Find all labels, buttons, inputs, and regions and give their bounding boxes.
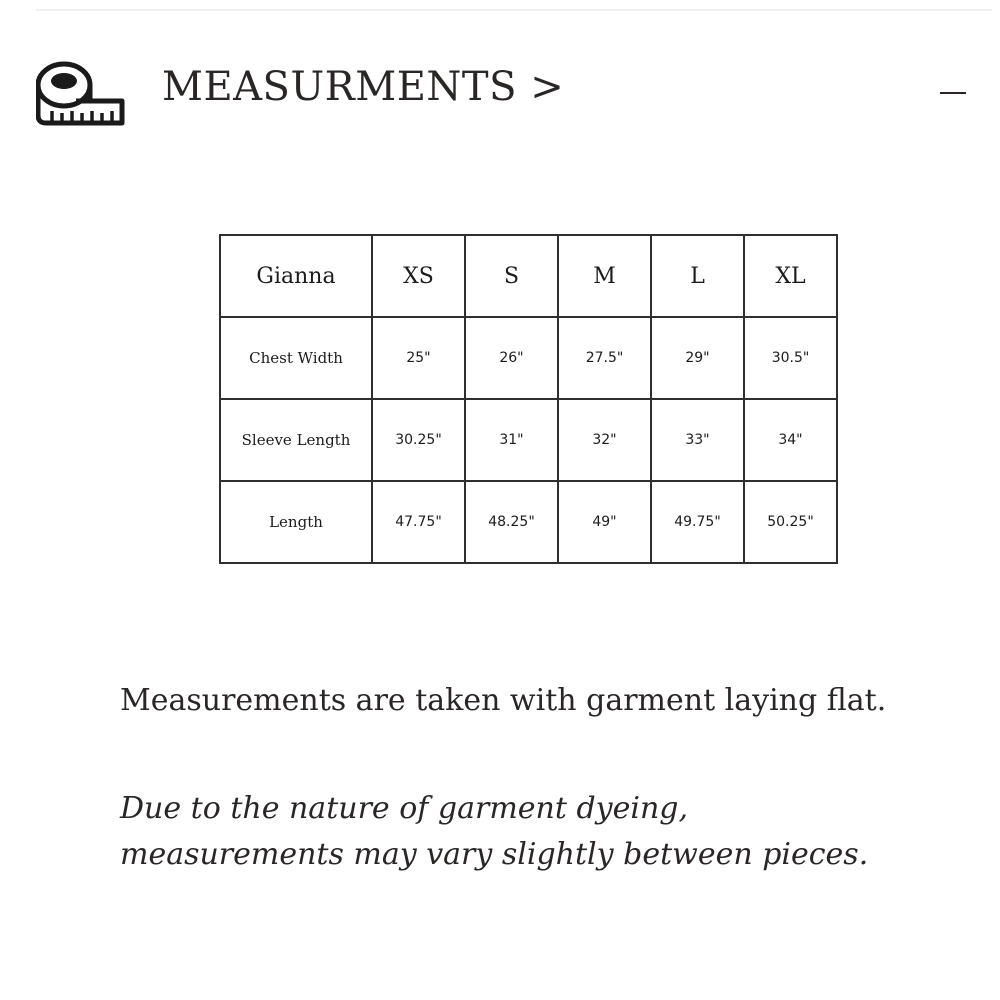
table-cell: 30.25" <box>372 399 465 481</box>
table-header-cell: M <box>558 235 651 317</box>
table-row <box>220 399 837 481</box>
table-header-cell: L <box>651 235 744 317</box>
table-cell: 50.25" <box>744 481 837 563</box>
table-cell: 31" <box>465 399 558 481</box>
table-cell: 29" <box>651 317 744 399</box>
minus-icon[interactable] <box>940 92 966 94</box>
row-label: Chest Width <box>220 317 372 399</box>
table-cell: 48.25" <box>465 481 558 563</box>
size-chart-table <box>219 234 838 564</box>
measurements-accordion-header[interactable] <box>36 56 966 126</box>
measuring-tape-icon <box>36 61 126 127</box>
table-cell: 32" <box>558 399 651 481</box>
section-title[interactable]: MEASURMENTS > <box>162 64 565 110</box>
table-cell: 30.5" <box>744 317 837 399</box>
row-label: Length <box>220 481 372 563</box>
table-header-cell: XL <box>744 235 837 317</box>
table-cell: 49.75" <box>651 481 744 563</box>
table-cell: 34" <box>744 399 837 481</box>
table-cell: 25" <box>372 317 465 399</box>
table-row <box>220 481 837 563</box>
row-label: Sleeve Length <box>220 399 372 481</box>
table-row <box>220 317 837 399</box>
dyeing-disclaimer: Due to the nature of garment dyeing, measurements may vary slightly between pieces. <box>120 791 869 872</box>
table-header-row <box>220 235 837 317</box>
top-divider <box>36 9 992 11</box>
table-header-cell: XS <box>372 235 465 317</box>
table-cell: 33" <box>651 399 744 481</box>
table-cell: 47.75" <box>372 481 465 563</box>
table-cell: 27.5" <box>558 317 651 399</box>
table-cell: 26" <box>465 317 558 399</box>
table-cell: 49" <box>558 481 651 563</box>
laying-flat-note: Measurements are taken with garment laying flat. <box>120 683 887 718</box>
table-header-cell: Gianna <box>220 235 372 317</box>
table-header-cell: S <box>465 235 558 317</box>
